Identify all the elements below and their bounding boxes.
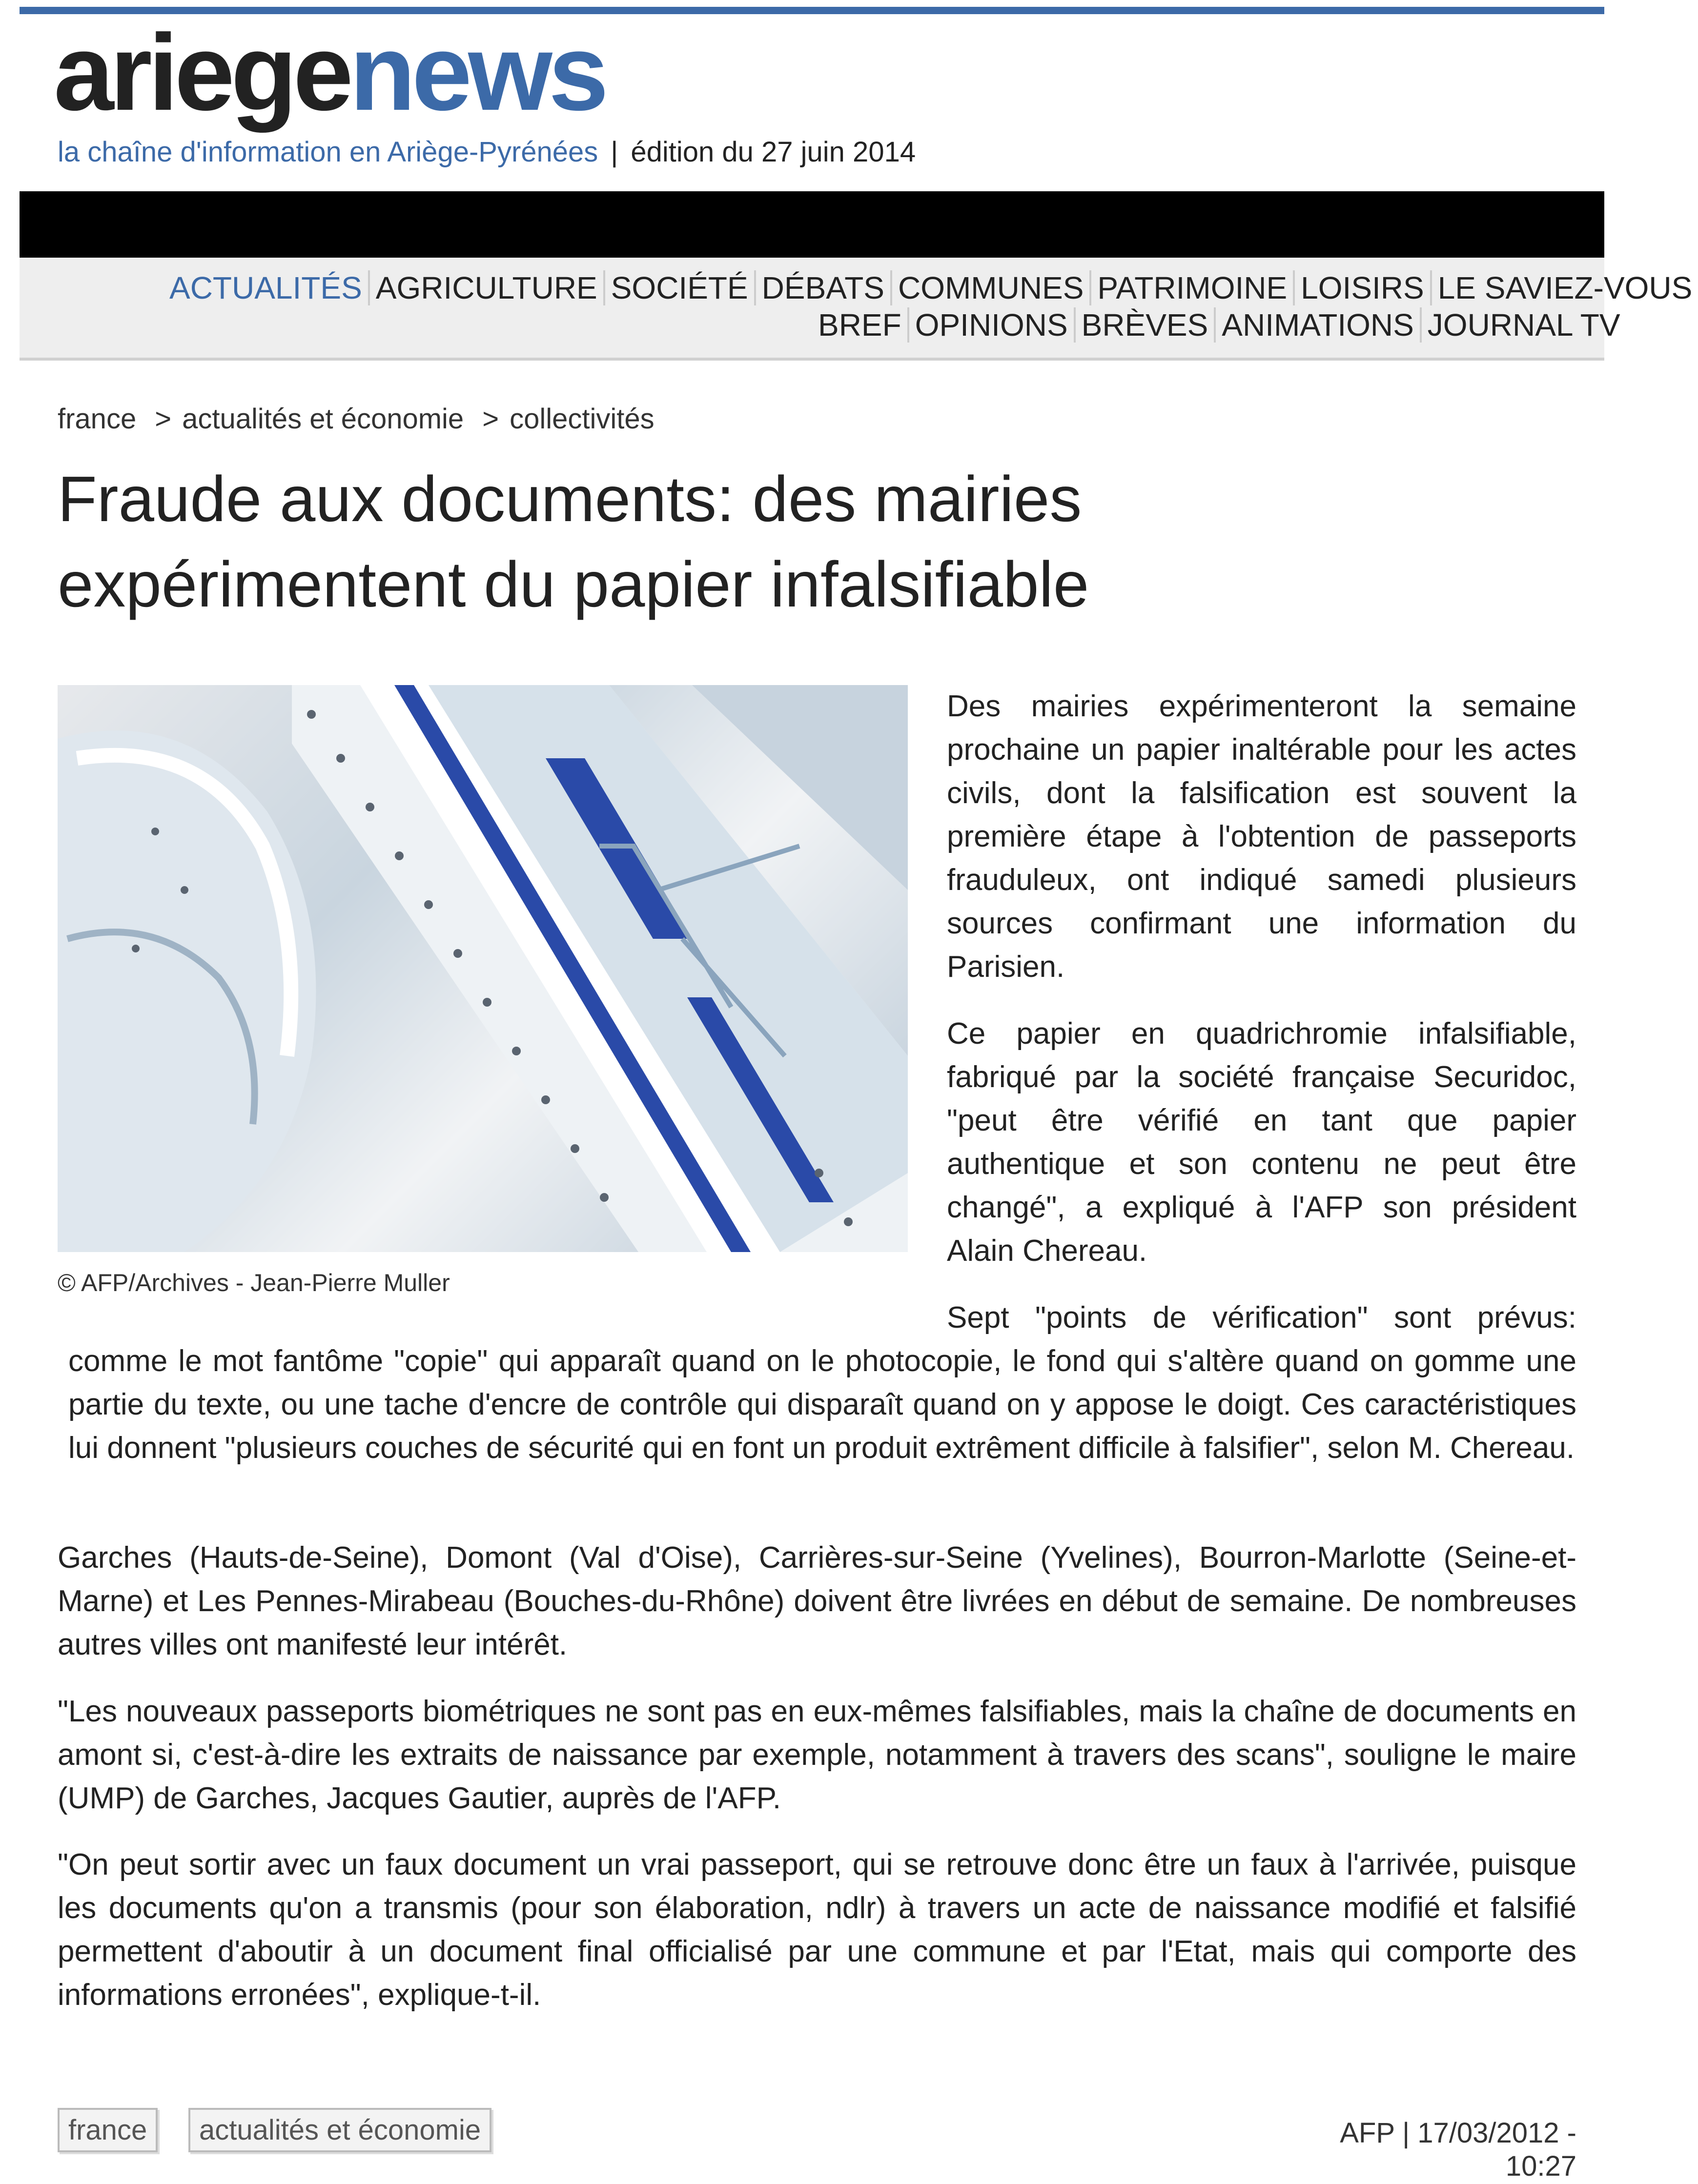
article-paragraph-5: "Les nouveaux passeports biométriques ne sont pas en eux-mêmes falsifiables, mais la chaîne de documents en amont si, c'est-à-dire les extraits de naissance par exemple, notamment à travers des scans", souligne le maire (UMP) de Garches, Jacques Gautier, auprès de l'AFP. bbox=[58, 1695, 1576, 1815]
article-paragraph-4: Garches (Hauts-de-Seine), Domont (Val d'Oise), Carrières-sur-Seine (Yvelines), Bourron-Marlotte (Seine-et-Marne) et Les Pennes-Mirabeau (Bouches-du-Rhône) doivent être livrées en début de semaine. De nombreuses autres villes ont manifesté leur intérêt. bbox=[58, 1541, 1576, 1661]
article-paragraph-2: Ce papier en quadrichromie infalsifiable, fabriqué par la société française Securidoc, "peut être vérifié en tant que papier authentique et son contenu ne peut être changé", a expliqué à l'AFP son président Alain Chereau. bbox=[947, 1017, 1576, 1268]
site-tagline bbox=[58, 136, 916, 168]
nav-item-debats[interactable]: DÉBATS bbox=[754, 270, 890, 305]
tagline-separator: | bbox=[611, 136, 618, 168]
nav-item-loisirs[interactable]: LOISIRS bbox=[1293, 270, 1430, 305]
article-photo bbox=[58, 685, 908, 1252]
edition-date: édition du 27 juin 2014 bbox=[631, 136, 916, 168]
nav-item-opinions[interactable]: OPINIONS bbox=[907, 307, 1074, 343]
article-source-date: AFP | 17/03/2012 - 10:27 bbox=[1340, 2117, 1576, 2182]
photo-credit: © AFP/Archives - Jean-Pierre Muller bbox=[58, 1269, 450, 1296]
nav-item-animations[interactable]: ANIMATIONS bbox=[1214, 307, 1420, 343]
photo-illustration bbox=[58, 685, 908, 1252]
article-title: Fraude aux documents: des mairies expérimentent du papier infalsifiable bbox=[58, 463, 1089, 620]
nav-row-1 bbox=[164, 270, 1698, 305]
tag-france[interactable]: france bbox=[58, 2108, 158, 2152]
nav-item-le-saviez-vous[interactable]: LE SAVIEZ-VOUS bbox=[1430, 270, 1698, 305]
nav-item-societe[interactable]: SOCIÉTÉ bbox=[603, 270, 754, 305]
nav-item-communes[interactable]: COMMUNES bbox=[890, 270, 1089, 305]
logo-part-news: news bbox=[349, 12, 605, 133]
nav-item-agriculture[interactable]: AGRICULTURE bbox=[368, 270, 603, 305]
main-navigation bbox=[20, 258, 1693, 361]
article-paragraph-1: Des mairies expérimenteront la semaine prochaine un papier inaltérable pour les actes civils, dont la falsification est souvent la première étape à l'obtention de passeports frauduleux, ont indiqué samedi plusieurs sources confirmant une information du Parisien. bbox=[947, 689, 1576, 984]
breadcrumb-item-actualites-economie[interactable]: actualités et économie bbox=[182, 403, 464, 435]
header-black-bar bbox=[20, 191, 1604, 258]
breadcrumb-item-collectivites[interactable]: collectivités bbox=[510, 403, 655, 435]
nav-item-bref[interactable]: BREF bbox=[818, 307, 901, 343]
nav-row-2 bbox=[812, 307, 1626, 343]
article-paragraph-6: "On peut sortir avec un faux document un vrai passeport, qui se retrouve donc être un faux à l'arrivée, puisque les documents qu'on a transmis (pour son élaboration, ndlr) à travers un acte de naissance modifié et falsifié permettent d'aboutir à un document final officialisé par une commune et par l'Etat, mais qui comporte des informations erronées", explique-t-il. bbox=[58, 1848, 1576, 2012]
nav-item-patrimoine[interactable]: PATRIMOINE bbox=[1089, 270, 1293, 305]
breadcrumb-separator: > bbox=[155, 403, 172, 435]
nav-item-actualites[interactable]: ACTUALITÉS bbox=[169, 270, 362, 305]
breadcrumb-item-france[interactable]: france bbox=[58, 403, 137, 435]
nav-item-journal-tv[interactable]: JOURNAL TV bbox=[1420, 307, 1626, 343]
article-paragraph-3: Sept "points de vérification" sont prévus: comme le mot fantôme "copie" qui apparaît quand on le photocopie, le fond qui s'altère quand on gomme une partie du texte, ou une tache d'encre de contrôle qui disparaît quand on y appose le doigt. Ces caractéristiques lui donnent "plusieurs couches de sécurité qui en font un produit extrêment difficile à falsifier", selon M. Chereau. bbox=[68, 1301, 1576, 1465]
logo-part-ariege: ariege bbox=[54, 12, 350, 133]
site-logo[interactable] bbox=[54, 12, 605, 133]
tagline-text: la chaîne d'information en Ariège-Pyrénées bbox=[58, 136, 598, 168]
breadcrumb bbox=[58, 403, 655, 435]
nav-item-breves[interactable]: BRÈVES bbox=[1074, 307, 1214, 343]
tag-actualites-economie[interactable]: actualités et économie bbox=[188, 2108, 491, 2152]
breadcrumb-separator: > bbox=[482, 403, 499, 435]
